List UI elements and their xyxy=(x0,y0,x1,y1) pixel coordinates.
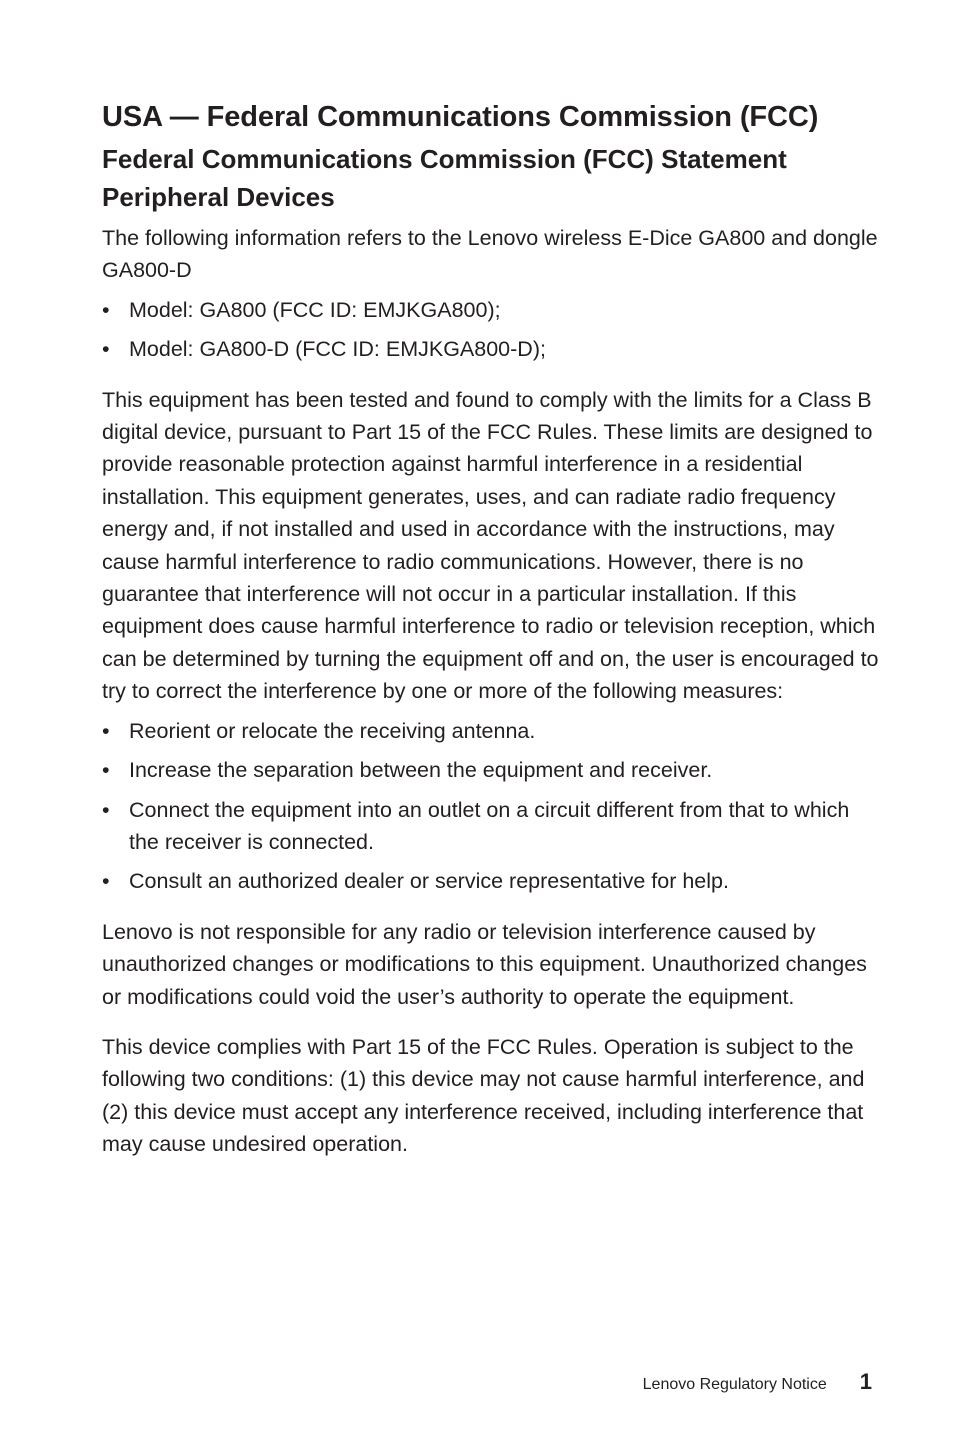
responsibility-paragraph: Lenovo is not responsible for any radio or television interference caused by unauthorized changes or modifications to this equipment. Unauthorized changes or modifications could void the user’s authority to operate the equipment. xyxy=(102,919,867,1009)
page-number: 1 xyxy=(859,1369,872,1394)
page-footer xyxy=(643,1368,872,1399)
page-title: USA — Federal Communications Commission (FCC) xyxy=(102,101,819,133)
list-item xyxy=(102,333,882,365)
list-item xyxy=(102,794,882,859)
intro-paragraph: The following information refers to the Lenovo wireless E-Dice GA800 and dongle GA800-D xyxy=(102,226,878,283)
bullet: • xyxy=(102,718,110,743)
bullet: • xyxy=(102,797,110,822)
list-item xyxy=(102,865,882,897)
bullet: • xyxy=(102,337,110,362)
section-title: Federal Communications Commission (FCC) Statement Peripheral Devices xyxy=(102,144,787,212)
compliance-paragraph: This equipment has been tested and found to comply with the limits for a Class B digital device, pursuant to Part 15 of the FCC Rules. These limits are designed to provide reasonable protection against harmful interference in a residential installation. This equipment generates, uses, and can radiate radio frequency energy and, if not installed and used in accordance with the instructions, may cause harmful interference to radio communications. However, there is no guarantee that interference will not occur in a particular installation. If this equipment does cause harmful interference to radio or television reception, which can be determined by turning the equipment off and on, the user is encouraged to try to correct the interference by one or more of the following measures: xyxy=(102,387,879,704)
list-item xyxy=(102,294,882,326)
model-list xyxy=(102,294,882,366)
footer-text: Lenovo Regulatory Notice xyxy=(642,1376,827,1393)
model-text: Model: GA800-D (FCC ID: EMJKGA800-D); xyxy=(129,337,546,362)
model-text: Model: GA800 (FCC ID: EMJKGA800); xyxy=(129,297,501,322)
list-item xyxy=(102,754,882,786)
bullet: • xyxy=(102,869,110,894)
measure-text: Consult an authorized dealer or service representative for help. xyxy=(129,869,729,894)
measure-text: Connect the equipment into an outlet on a circuit different from that to which the receiver is connected. xyxy=(129,797,850,854)
document-page xyxy=(102,96,882,1161)
measures-list xyxy=(102,715,882,898)
bullet: • xyxy=(102,297,110,322)
measure-text: Increase the separation between the equipment and receiver. xyxy=(129,758,713,783)
measure-text: Reorient or relocate the receiving antenna. xyxy=(129,718,536,743)
part15-paragraph: This device complies with Part 15 of the FCC Rules. Operation is subject to the following two conditions: (1) this device may not cause harmful interference, and (2) this device must accept any interference received, including interference that may cause undesired operation. xyxy=(102,1034,865,1157)
bullet: • xyxy=(102,758,110,783)
list-item xyxy=(102,715,882,747)
